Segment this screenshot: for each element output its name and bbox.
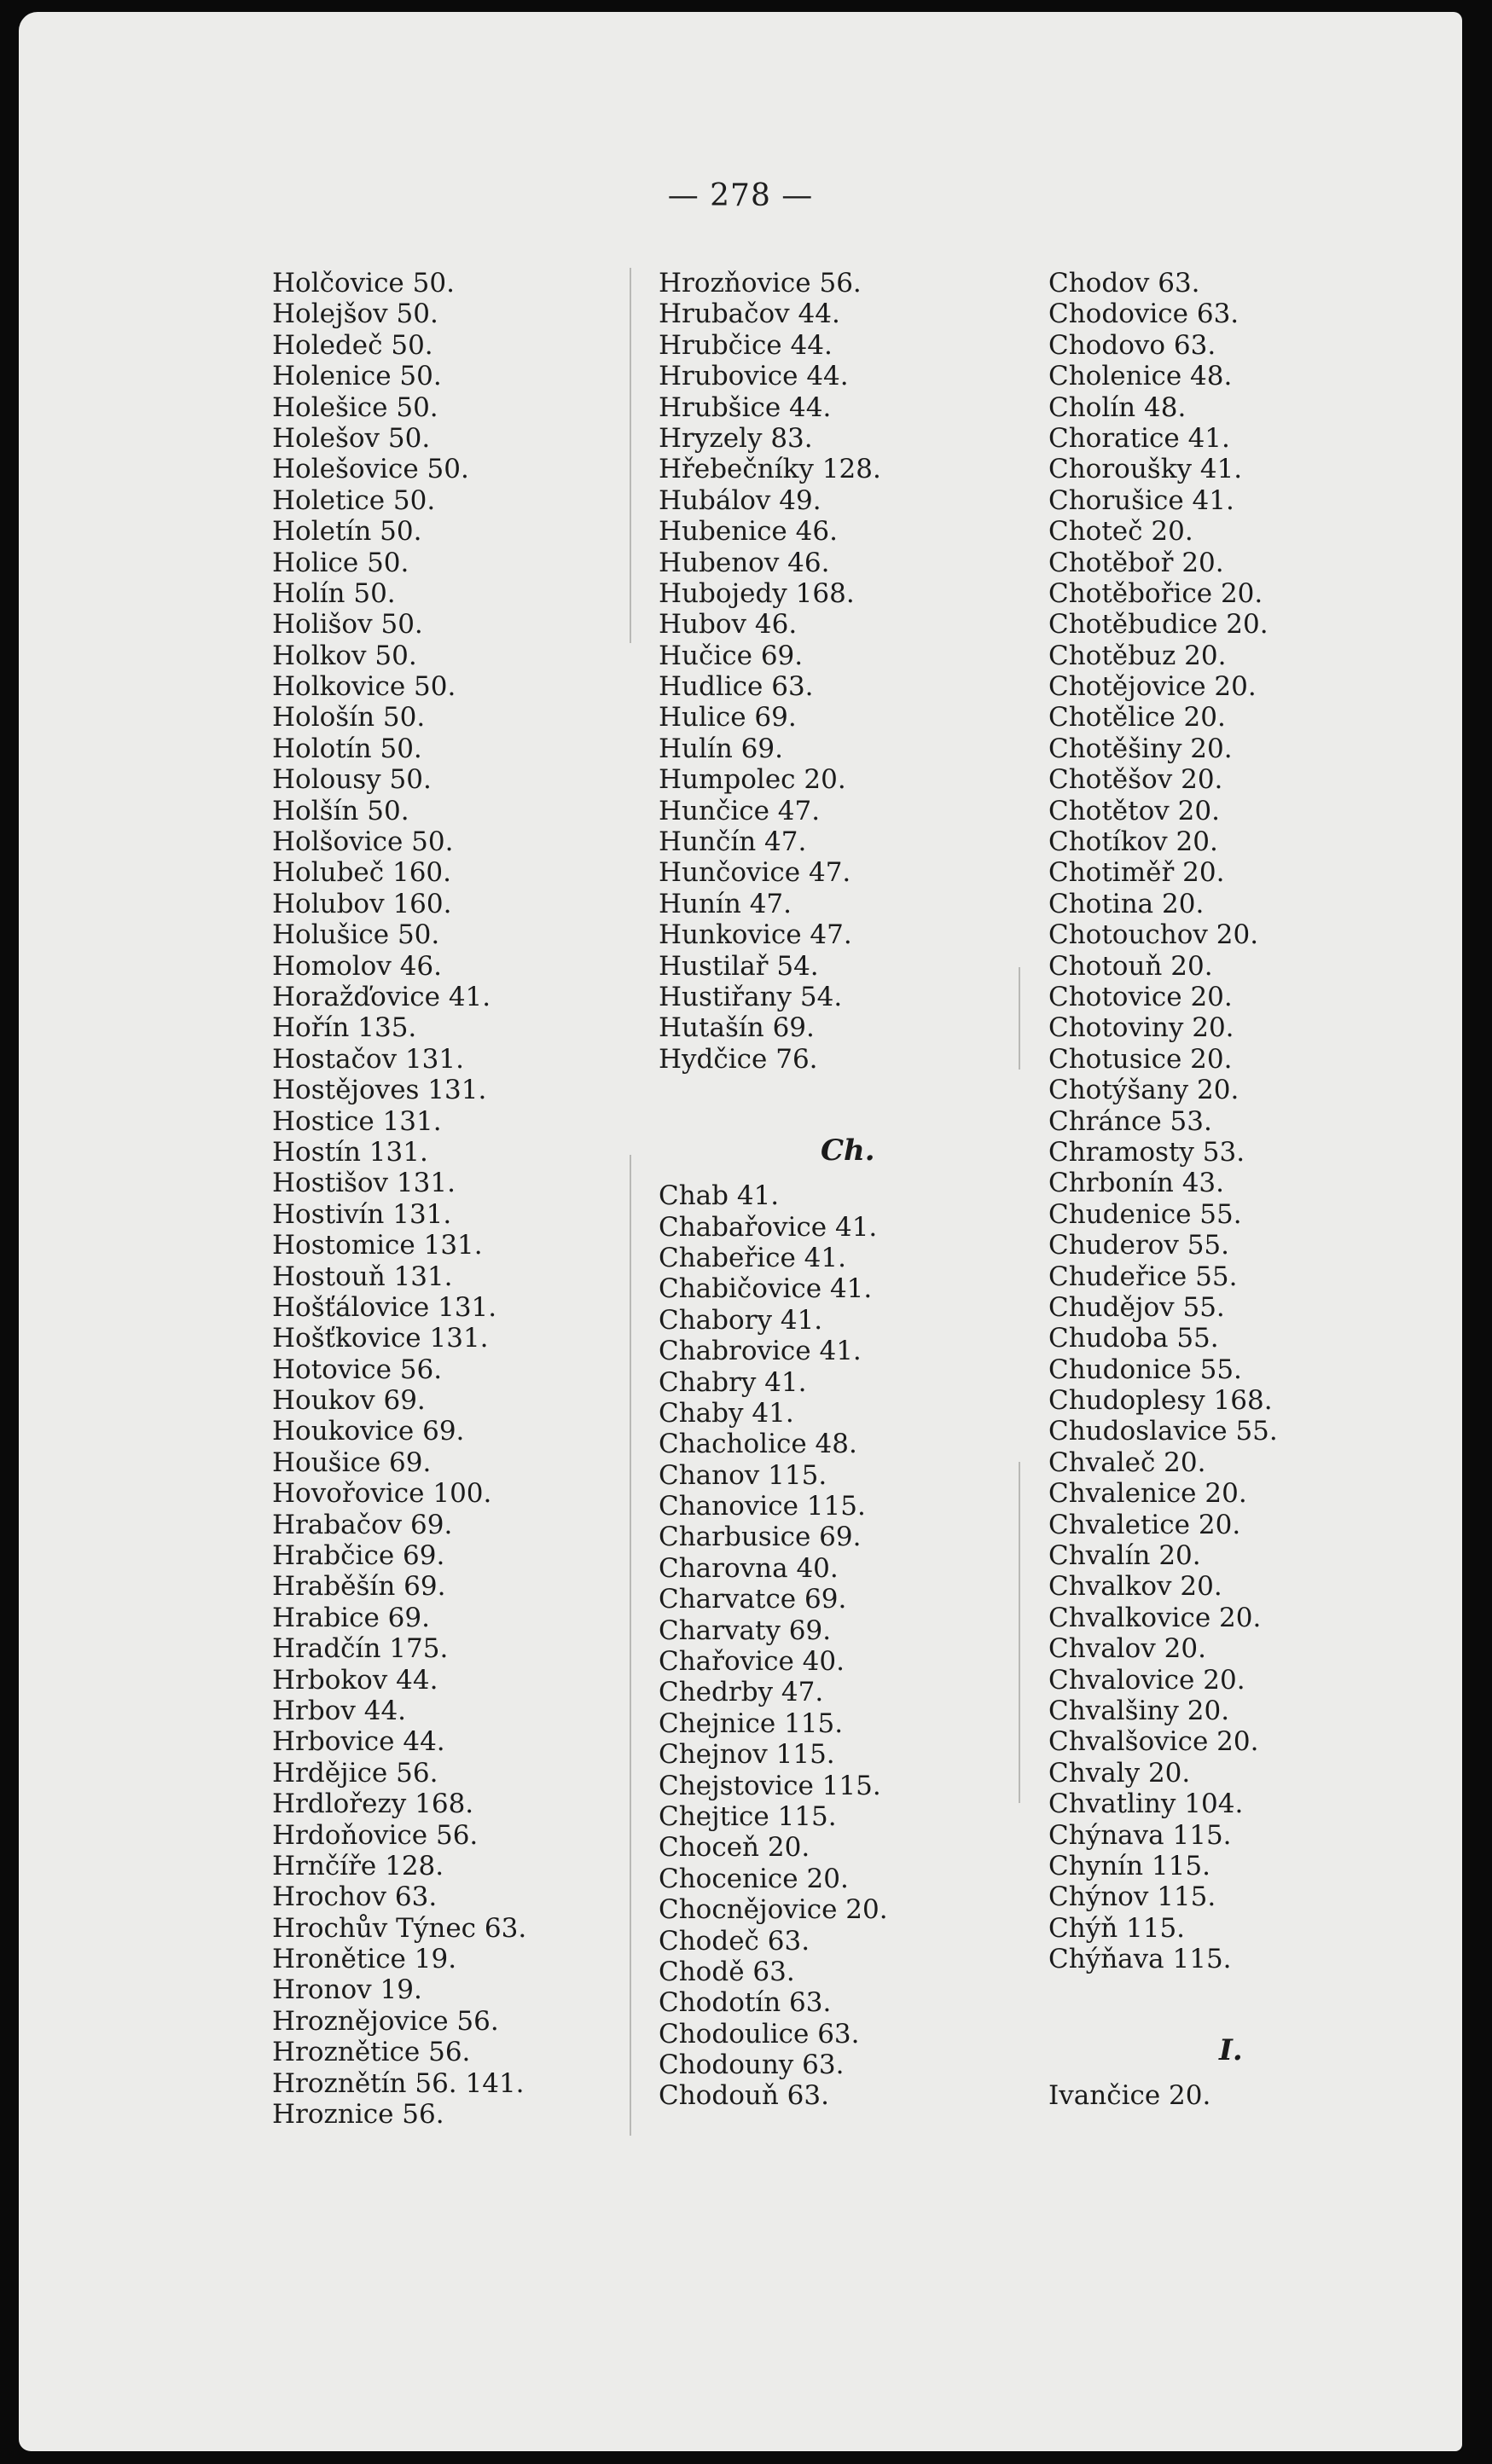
index-entry: Chvalkovice 20. bbox=[1048, 1602, 1262, 1633]
index-entry: Hrbov 44. bbox=[272, 1695, 407, 1726]
index-entry: Holkovice 50. bbox=[272, 671, 456, 703]
index-entry: Holotín 50. bbox=[272, 733, 422, 764]
column-divider-left bbox=[630, 268, 631, 643]
index-entry: Holušice 50. bbox=[272, 919, 440, 951]
index-entry: Chejnice 115. bbox=[659, 1707, 844, 1739]
index-entry: Chuderov 55. bbox=[1048, 1230, 1229, 1261]
index-entry: Chudonice 55. bbox=[1048, 1354, 1242, 1385]
index-entry: Hološín 50. bbox=[272, 702, 426, 733]
index-entry: Hrochův Týnec 63. bbox=[272, 1912, 527, 1944]
index-entry: Charbusice 69. bbox=[659, 1522, 862, 1553]
index-entry: Hostivín 131. bbox=[272, 1198, 452, 1230]
index-entry: Chvalov 20. bbox=[1048, 1633, 1206, 1665]
index-entry: Chařovice 40. bbox=[659, 1646, 845, 1678]
index-entry: Hostišov 131. bbox=[272, 1168, 456, 1199]
index-entry: Hrabčice 69. bbox=[272, 1540, 445, 1572]
index-entry: Hrochov 63. bbox=[272, 1881, 438, 1913]
index-entry: Hubálov 49. bbox=[659, 484, 821, 516]
index-entry: Holenice 50. bbox=[272, 361, 442, 392]
index-entry: Hrabice 69. bbox=[272, 1602, 430, 1633]
index-entry: Hroznětice 56. bbox=[272, 2037, 471, 2068]
index-entry: Choratice 41. bbox=[1048, 422, 1230, 454]
index-entry: Hrubačov 44. bbox=[659, 299, 840, 330]
index-entry: Chotiměř 20. bbox=[1048, 857, 1225, 889]
index-entry: Homolov 46. bbox=[272, 950, 443, 982]
index-entry: Chýň 115. bbox=[1048, 1912, 1186, 1944]
section-heading-i: I. bbox=[1219, 2033, 1243, 2068]
index-entry: Chotějovice 20. bbox=[1048, 671, 1257, 703]
index-entry: Chotouň 20. bbox=[1048, 950, 1213, 982]
index-entry: Holousy 50. bbox=[272, 764, 432, 796]
index-entry: Chudeřice 55. bbox=[1048, 1261, 1238, 1292]
index-entry: Hrabačov 69. bbox=[272, 1509, 453, 1540]
index-entry: Holín 50. bbox=[272, 577, 396, 609]
index-entry: Hrbokov 44. bbox=[272, 1664, 438, 1696]
index-entry: Hroznějovice 56. bbox=[272, 2005, 499, 2037]
index-entry: Hrdlořezy 168. bbox=[272, 1789, 474, 1820]
index-entry: Chodotín 63. bbox=[659, 1987, 832, 2019]
index-entry: Hroznice 56. bbox=[272, 2099, 444, 2131]
index-entry: Chudějov 55. bbox=[1048, 1291, 1225, 1323]
index-entry: Hrubčice 44. bbox=[659, 329, 833, 361]
index-entry: Chodovice 63. bbox=[1048, 299, 1239, 330]
index-entry: Chotovice 20. bbox=[1048, 981, 1233, 1012]
index-entry: Hydčice 76. bbox=[659, 1043, 818, 1075]
index-entry: Chodouny 63. bbox=[659, 2049, 845, 2081]
index-entry: Holubeč 160. bbox=[272, 857, 452, 889]
index-entry: Chotětov 20. bbox=[1048, 795, 1220, 826]
index-entry: Chudoba 55. bbox=[1048, 1323, 1219, 1354]
index-entry: Hostouň 131. bbox=[272, 1261, 453, 1292]
index-entry: Chorušice 41. bbox=[1048, 484, 1234, 516]
index-entry: Choceň 20. bbox=[659, 1832, 810, 1864]
index-entry: Chejstovice 115. bbox=[659, 1770, 881, 1801]
section-heading-ch: Ch. bbox=[821, 1133, 875, 1168]
index-column-middle bbox=[659, 268, 888, 2112]
index-entry: Chanovice 115. bbox=[659, 1491, 866, 1522]
index-entry: Chvalšiny 20. bbox=[1048, 1695, 1230, 1726]
index-entry: Hustiřany 54. bbox=[659, 981, 843, 1012]
index-entry: Holubov 160. bbox=[272, 888, 452, 919]
index-entry: Chudoslavice 55. bbox=[1048, 1416, 1278, 1447]
index-entry: Hunín 47. bbox=[659, 888, 792, 919]
index-entry: Hunčice 47. bbox=[659, 795, 821, 826]
index-entry: Holešov 50. bbox=[272, 422, 431, 454]
index-entry: Chocenice 20. bbox=[659, 1863, 849, 1894]
index-entry: Hostice 131. bbox=[272, 1105, 442, 1137]
index-entry: Hubenov 46. bbox=[659, 547, 830, 578]
index-column-right bbox=[1048, 268, 1278, 2112]
index-entry: Hořín 135. bbox=[272, 1012, 417, 1044]
index-entry: Chotina 20. bbox=[1048, 888, 1205, 919]
index-entry: Hutašín 69. bbox=[659, 1012, 815, 1044]
index-column-left bbox=[272, 268, 526, 2130]
index-entry: Hunčovice 47. bbox=[659, 857, 851, 889]
index-entry: Horažďovice 41. bbox=[272, 981, 491, 1012]
index-entry: Hulín 69. bbox=[659, 733, 783, 764]
index-entry: Holkov 50. bbox=[272, 640, 417, 671]
index-entry: Chabeřice 41. bbox=[659, 1242, 846, 1273]
index-entry: Chabařovice 41. bbox=[659, 1211, 878, 1243]
index-entry: Hrubovice 44. bbox=[659, 361, 849, 392]
index-entry: Chodov 63. bbox=[1048, 268, 1200, 299]
index-entry: Hrnčíře 128. bbox=[272, 1850, 444, 1881]
index-entry: Chýnov 115. bbox=[1048, 1881, 1216, 1913]
index-entry: Hryzely 83. bbox=[659, 422, 813, 454]
index-entry: Holetice 50. bbox=[272, 484, 436, 516]
index-entry: Chotýšany 20. bbox=[1048, 1075, 1239, 1106]
index-entry: Choteč 20. bbox=[1048, 516, 1193, 548]
index-entry: Hrdějice 56. bbox=[272, 1757, 438, 1789]
index-entry: Chvaly 20. bbox=[1048, 1757, 1191, 1789]
index-entry: Charvaty 69. bbox=[659, 1615, 832, 1646]
index-entry: Hraběšín 69. bbox=[272, 1571, 446, 1603]
index-entry: Chejtice 115. bbox=[659, 1800, 837, 1832]
index-entry: Cholenice 48. bbox=[1048, 361, 1233, 392]
index-entry: Hučice 69. bbox=[659, 640, 804, 671]
index-entry: Hovořovice 100. bbox=[272, 1478, 492, 1510]
index-entry: Hubenice 46. bbox=[659, 516, 838, 548]
index-entry: Chab 41. bbox=[659, 1180, 780, 1212]
index-entry: Chodovo 63. bbox=[1048, 329, 1216, 361]
index-entry: Chvalkov 20. bbox=[1048, 1571, 1222, 1603]
index-entry: Chabrovice 41. bbox=[659, 1336, 862, 1367]
index-entry: Hronov 19. bbox=[272, 1974, 422, 2006]
section-spacer bbox=[659, 1075, 888, 1121]
index-entry: Hunčín 47. bbox=[659, 826, 807, 858]
index-entry: Chýnava 115. bbox=[1048, 1819, 1232, 1851]
index-entry: Charovna 40. bbox=[659, 1552, 839, 1584]
index-entry: Chotěšov 20. bbox=[1048, 764, 1223, 796]
document-page bbox=[19, 12, 1462, 2451]
index-entry: Holčovice 50. bbox=[272, 268, 455, 299]
index-entry: Hošťkovice 131. bbox=[272, 1323, 489, 1354]
index-entry: Hubojedy 168. bbox=[659, 577, 855, 609]
index-entry: Hostomice 131. bbox=[272, 1230, 483, 1261]
index-entry: Hošťálovice 131. bbox=[272, 1291, 497, 1323]
column-divider-right-lower bbox=[1019, 1462, 1020, 1803]
index-entry: Hroznětín 56. 141. bbox=[272, 2067, 525, 2099]
index-entry: Hronětice 19. bbox=[272, 1944, 457, 1975]
index-entry: Chrbonín 43. bbox=[1048, 1168, 1225, 1199]
index-entry: Chotěbořice 20. bbox=[1048, 577, 1263, 609]
index-entry: Chodě 63. bbox=[659, 1956, 795, 1987]
index-entry: Hrubšice 44. bbox=[659, 391, 832, 423]
index-entry: Chotíkov 20. bbox=[1048, 826, 1218, 858]
index-entry: Chýňava 115. bbox=[1048, 1944, 1232, 1975]
index-entry: Chotěšiny 20. bbox=[1048, 733, 1233, 764]
index-entry: Chudoplesy 168. bbox=[1048, 1385, 1273, 1417]
index-entry: Choroušky 41. bbox=[1048, 454, 1243, 485]
index-entry: Chynín 115. bbox=[1048, 1850, 1210, 1881]
index-entry: Chabry 41. bbox=[659, 1366, 807, 1398]
index-entry: Hulice 69. bbox=[659, 702, 797, 733]
index-entry: Chodouň 63. bbox=[659, 2080, 829, 2112]
index-entry: Holejšov 50. bbox=[272, 299, 438, 330]
index-entry: Holšín 50. bbox=[272, 795, 409, 826]
index-entry: Chotěboř 20. bbox=[1048, 547, 1224, 578]
index-entry: Chabory 41. bbox=[659, 1304, 823, 1336]
index-entry: Hradčín 175. bbox=[272, 1633, 449, 1665]
index-entry: Chvaleč 20. bbox=[1048, 1447, 1206, 1478]
index-entry: Hostačov 131. bbox=[272, 1043, 464, 1075]
index-entry: Hudlice 63. bbox=[659, 671, 814, 703]
index-entry: Holišov 50. bbox=[272, 609, 423, 641]
index-entry: Hostějoves 131. bbox=[272, 1075, 487, 1106]
index-entry: Holedeč 50. bbox=[272, 329, 433, 361]
index-entry: Chaby 41. bbox=[659, 1397, 794, 1429]
index-entry: Hřebečníky 128. bbox=[659, 454, 881, 485]
index-entry: Chvatliny 104. bbox=[1048, 1789, 1244, 1820]
index-entry: Holice 50. bbox=[272, 547, 409, 578]
index-entry: Hrbovice 44. bbox=[272, 1726, 445, 1758]
index-entry: Hrozňovice 56. bbox=[659, 268, 862, 299]
index-entry: Hotovice 56. bbox=[272, 1354, 443, 1385]
index-entry: Chabičovice 41. bbox=[659, 1273, 873, 1305]
index-entry: Chotělice 20. bbox=[1048, 702, 1226, 733]
index-entry: Houkovice 69. bbox=[272, 1416, 465, 1447]
index-entry: Chanov 115. bbox=[659, 1459, 827, 1491]
index-entry: Chvalšovice 20. bbox=[1048, 1726, 1259, 1758]
index-entry: Hunkovice 47. bbox=[659, 919, 852, 951]
index-entry: Holšovice 50. bbox=[272, 826, 454, 858]
index-entry: Chotusice 20. bbox=[1048, 1043, 1233, 1075]
index-entry: Chodoulice 63. bbox=[659, 2018, 860, 2049]
index-entry: Chotěbudice 20. bbox=[1048, 609, 1268, 641]
index-entry: Ivančice 20. bbox=[1048, 2080, 1211, 2112]
index-entry: Chocnějovice 20. bbox=[659, 1894, 888, 1926]
index-entry: Holetín 50. bbox=[272, 516, 422, 548]
index-entry: Hrdoňovice 56. bbox=[272, 1819, 479, 1851]
index-entry: Chramosty 53. bbox=[1048, 1136, 1245, 1168]
index-entry: Chotěbuz 20. bbox=[1048, 640, 1227, 671]
column-divider-left-lower bbox=[630, 1155, 631, 2136]
index-entry: Holešice 50. bbox=[272, 391, 438, 423]
index-entry: Holešovice 50. bbox=[272, 454, 469, 485]
index-entry: Cholín 48. bbox=[1048, 391, 1187, 423]
index-entry: Chvalenice 20. bbox=[1048, 1478, 1247, 1510]
index-entry: Chudenice 55. bbox=[1048, 1198, 1242, 1230]
index-entry: Chvalovice 20. bbox=[1048, 1664, 1245, 1696]
column-divider-right bbox=[1019, 967, 1020, 1070]
index-entry: Chacholice 48. bbox=[659, 1429, 857, 1460]
index-entry: Humpolec 20. bbox=[659, 764, 846, 796]
index-entry: Houšice 69. bbox=[272, 1447, 432, 1478]
index-entry: Chotouchov 20. bbox=[1048, 919, 1259, 951]
index-entry: Houkov 69. bbox=[272, 1385, 426, 1417]
index-entry: Chvaletice 20. bbox=[1048, 1509, 1241, 1540]
index-entry: Chodeč 63. bbox=[659, 1925, 810, 1957]
index-entry: Hostín 131. bbox=[272, 1136, 428, 1168]
index-entry: Charvatce 69. bbox=[659, 1584, 847, 1615]
index-entry: Chránce 53. bbox=[1048, 1105, 1212, 1137]
page-number: — 278 — bbox=[667, 178, 814, 213]
section-spacer bbox=[1048, 1974, 1278, 2020]
index-entry: Hubov 46. bbox=[659, 609, 798, 641]
index-entry: Chotoviny 20. bbox=[1048, 1012, 1234, 1044]
index-entry: Chejnov 115. bbox=[659, 1739, 835, 1771]
index-entry: Chedrby 47. bbox=[659, 1677, 824, 1708]
index-entry: Hustilař 54. bbox=[659, 950, 819, 982]
index-entry: Chvalín 20. bbox=[1048, 1540, 1201, 1572]
